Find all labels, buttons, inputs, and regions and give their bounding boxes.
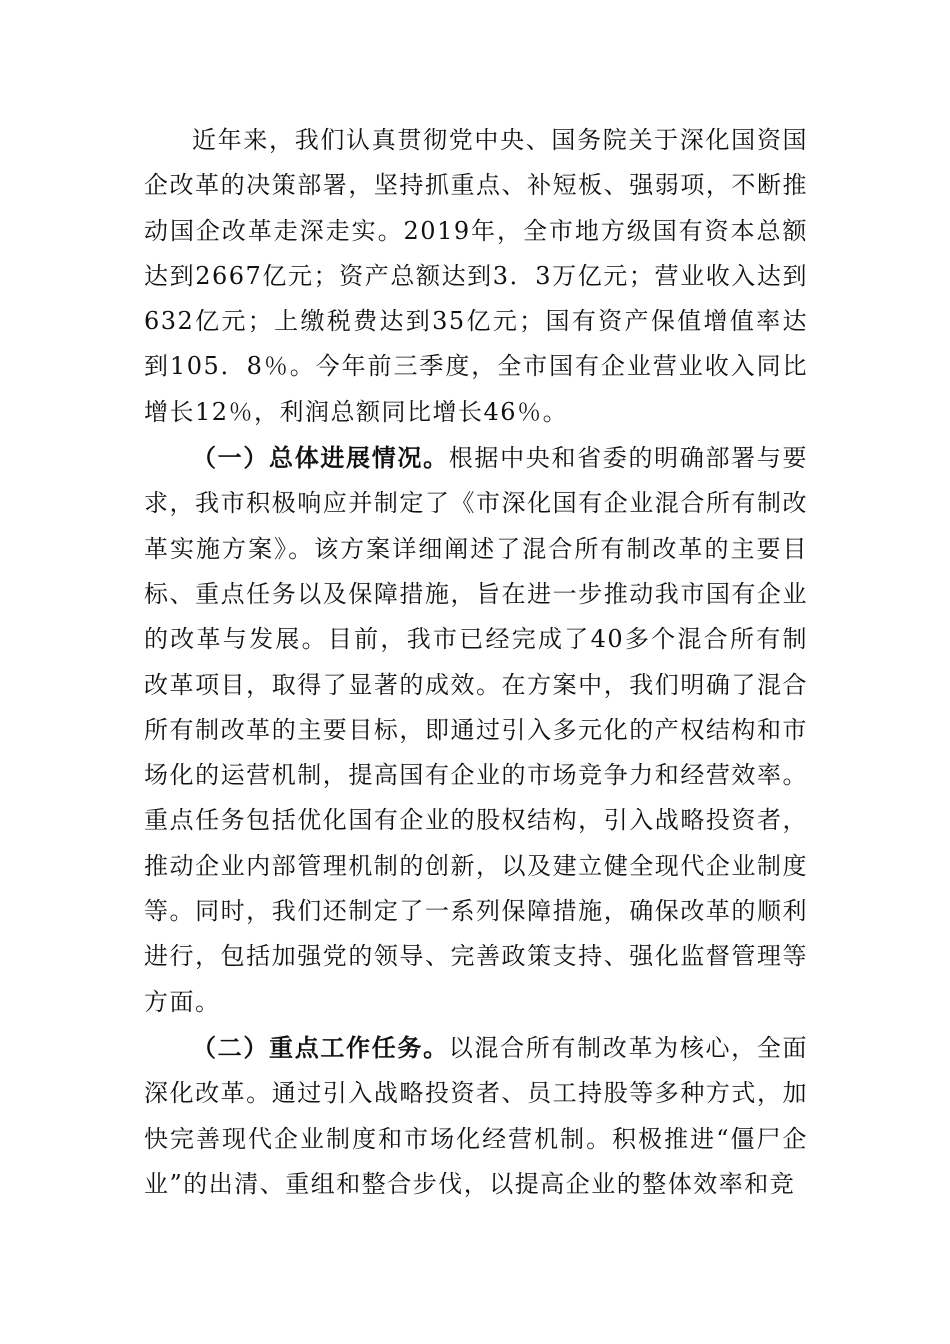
paragraph-intro (144, 118, 808, 435)
paragraph-overall-progress (144, 435, 808, 1025)
paragraph-overall-progress-text: 根据中央和省委的明确部署与要求，我市积极响应并制定了《市深化国有企业混合所有制改革实施方案》。该方案详细阐述了混合所有制改革的主要目标、重点任务以及保障措施，旨在进一步推动我市国有企业的改革与发展。目前，我市已经完成了40多个混合所有制改革项目，取得了显著的成效。在方案中，我们明确了混合所有制改革的主要目标，即通过引入多元化的产权结构和市场化的运营机制，提高国有企业的市场竞争力和经营效率。重点任务包括优化国有企业的股权结构，引入战略投资者，推动企业内部管理机制的创新，以及建立健全现代企业制度等。同时，我们还制定了一系列保障措施，确保改革的顺利进行，包括加强党的领导、完善政策支持、强化监督管理等方面。 (144, 444, 809, 1016)
paragraph-key-tasks (144, 1025, 808, 1207)
section-heading-key-tasks: （二）重点工作任务。 (192, 1032, 449, 1062)
paragraph-intro-text: 近年来，我们认真贯彻党中央、国务院关于深化国资国企改革的决策部署，坚持抓重点、补短板、强弱项，不断推动国企改革走深走实。2019年，全市地方级国有资本总额达到2667亿元；资产总额达到3．3万亿元；营业收入达到632亿元；上缴税费达到35亿元；国有资产保值增值率达到105．8％。今年前三季度，全市国有企业营业收入同比增长12％，利润总额同比增长46％。 (144, 126, 808, 426)
document-page (144, 118, 808, 1207)
section-heading-overall-progress: （一）总体进展情况。 (192, 443, 449, 473)
paragraph-key-tasks-text: 以混合所有制改革为核心，全面深化改革。通过引入战略投资者、员工持股等多种方式，加快完善现代企业制度和市场化经营机制。积极推进“僵尸企业”的出清、重组和整合步伐，以提高企业的整体效率和竞 (144, 1033, 809, 1198)
